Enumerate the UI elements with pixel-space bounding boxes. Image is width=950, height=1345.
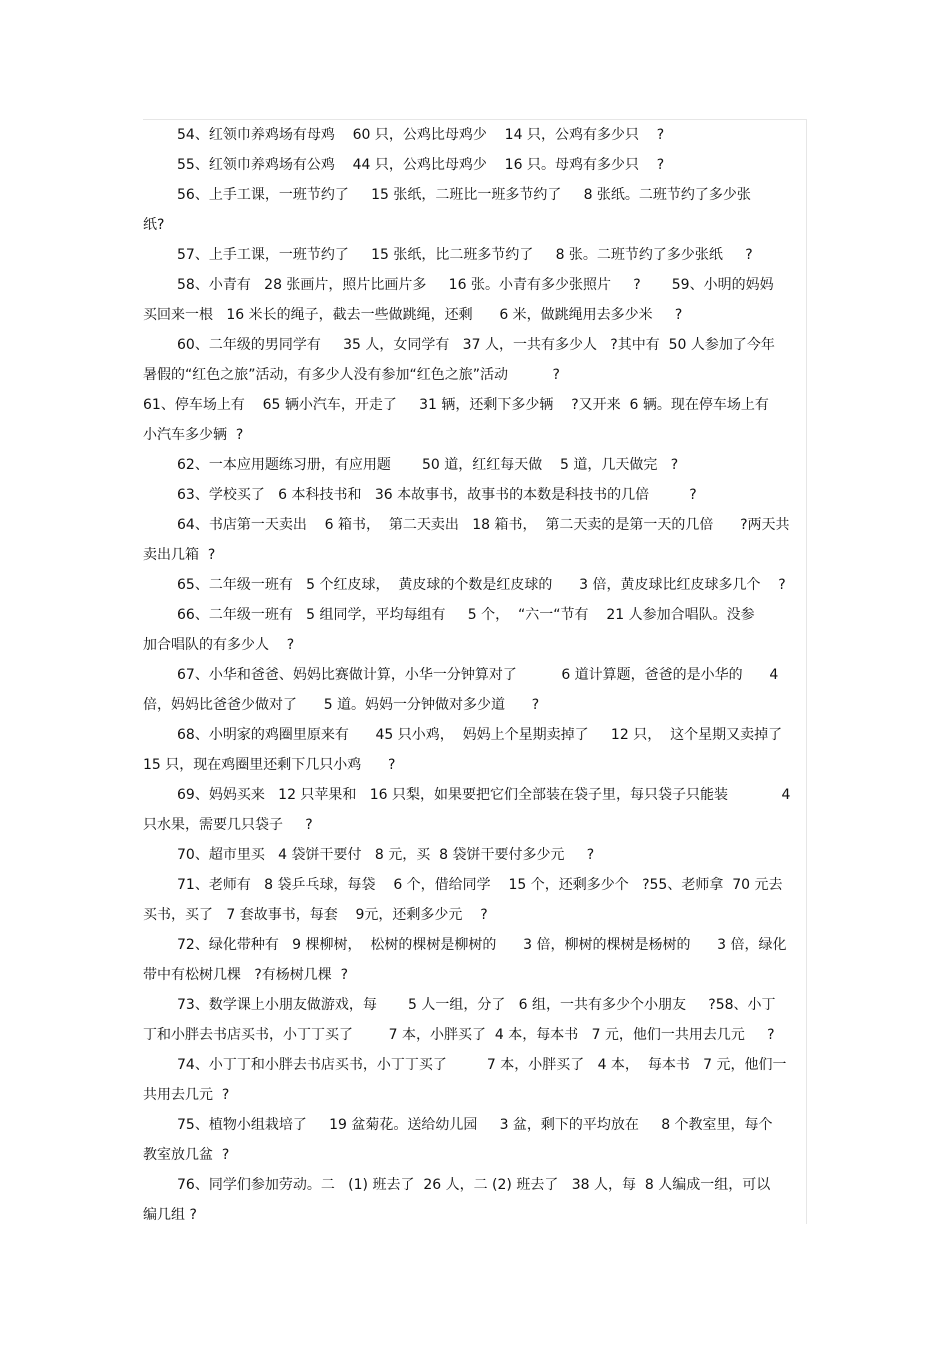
text-line: 71、老师有 8 袋乒乓球，每袋 6 个，借给同学 15 个，还剩多少个 ?55、老师拿 70 元去 [177,877,783,893]
text-line: 75、植物小组栽培了 19 盆菊花。送给幼儿园 3 盆，剩下的平均放在 8 个教室里，每个 [177,1117,773,1133]
text-line: 58、小青有 28 张画片，照片比画片多 16 张。小青有多少张照片 ? 59、小明的妈妈 [177,277,774,293]
text-line: 买书，买了 7 套故事书，每套 9元，还剩多少元 ? [143,907,488,923]
page-right-border [806,119,807,1224]
text-line: 64、书店第一天卖出 6 箱书， 第二天卖出 18 箱书， 第二天卖的是第一天的几倍 ?两天共 [177,517,790,533]
text-line: 教室放几盆 ? [143,1147,230,1163]
text-line: 62、一本应用题练习册，有应用题 50 道，红红每天做 5 道，几天做完 ? [177,457,679,473]
text-line: 76、同学们参加劳动。二 (1) 班去了 26 人，二 (2) 班去了 38 人，每 8 人编成一组，可以 [177,1177,771,1193]
problem-list [143,120,805,1230]
text-line: 66、二年级一班有 5 组同学，平均每组有 5 个， “六一“节有 21 人参加合唱队。没参 [177,607,755,623]
text-line: 56、上手工课，一班节约了 15 张纸，二班比一班多节约了 8 张纸。二班节约了多少张 [177,187,751,203]
text-line: 纸? [143,217,165,233]
text-line: 65、二年级一班有 5 个红皮球， 黄皮球的个数是红皮球的 3 倍，黄皮球比红皮球多几个 ? [177,577,786,593]
text-line: 60、二年级的男同学有 35 人，女同学有 37 人，一共有多少人 ?其中有 50 人参加了今年 [177,337,775,353]
text-line: 小汽车多少辆 ? [143,427,244,443]
text-line: 共用去几元 ? [143,1087,230,1103]
text-line: 57、上手工课，一班节约了 15 张纸，比二班多节约了 8 张。二班节约了多少张纸 ? [177,247,753,263]
text-line: 68、小明家的鸡圈里原来有 45 只小鸡， 妈妈上个星期卖掉了 12 只， 这个星期又卖掉了 [177,727,783,743]
text-line: 69、妈妈买来 12 只苹果和 16 只梨，如果要把它们全部装在袋子里，每只袋子只能装 4 [177,787,791,803]
text-line: 74、小丁丁和小胖去书店买书，小丁丁买了 7 本，小胖买了 4 本， 每本书 7 元，他们一 [177,1057,787,1073]
text-line: 倍，妈妈比爸爸少做对了 5 道。妈妈一分钟做对多少道 ? [143,697,540,713]
text-line: 63、学校买了 6 本科技书和 36 本故事书，故事书的本数是科技书的几倍 ? [177,487,697,503]
text-line: 丁和小胖去书店买书，小丁丁买了 7 本，小胖买了 4 本，每本书 7 元，他们一共用去几元 ? [143,1027,775,1043]
text-line: 卖出几箱 ? [143,547,216,563]
text-line: 编几组 ? [143,1207,197,1223]
text-line: 61、停车场上有 65 辆小汽车，开走了 31 辆，还剩下多少辆 ?又开来 6 辆。现在停车场上有 [143,397,769,413]
text-line: 15 只，现在鸡圈里还剩下几只小鸡 ? [143,757,396,773]
text-line: 加合唱队的有多少人 ? [143,637,295,653]
text-line: 只水果，需要几只袋子 ? [143,817,313,833]
text-line: 带中有松树几棵 ?有杨树几棵 ? [143,967,349,983]
text-line: 67、小华和爸爸、妈妈比赛做计算，小华一分钟算对了 6 道计算题，爸爸的是小华的 4 [177,667,779,683]
text-line: 55、红领巾养鸡场有公鸡 44 只，公鸡比母鸡少 16 只。母鸡有多少只 ? [177,157,665,173]
text-line: 73、数学课上小朋友做游戏，每 5 人一组，分了 6 组，一共有多少个小朋友 ?58、小丁 [177,997,776,1013]
text-line: 买回来一根 16 米长的绳子，截去一些做跳绳，还剩 6 米，做跳绳用去多少米 ? [143,307,683,323]
text-line: 72、绿化带种有 9 棵柳树， 松树的棵树是柳树的 3 倍，柳树的棵树是杨树的 3 倍，绿化 [177,937,787,953]
text-line: 54、红领巾养鸡场有母鸡 60 只，公鸡比母鸡少 14 只，公鸡有多少只 ? [177,127,665,143]
text-line: 暑假的“红色之旅”活动，有多少人没有参加“红色之旅”活动 ? [143,367,560,383]
text-line: 70、超市里买 4 袋饼干要付 8 元，买 8 袋饼干要付多少元 ? [177,847,595,863]
